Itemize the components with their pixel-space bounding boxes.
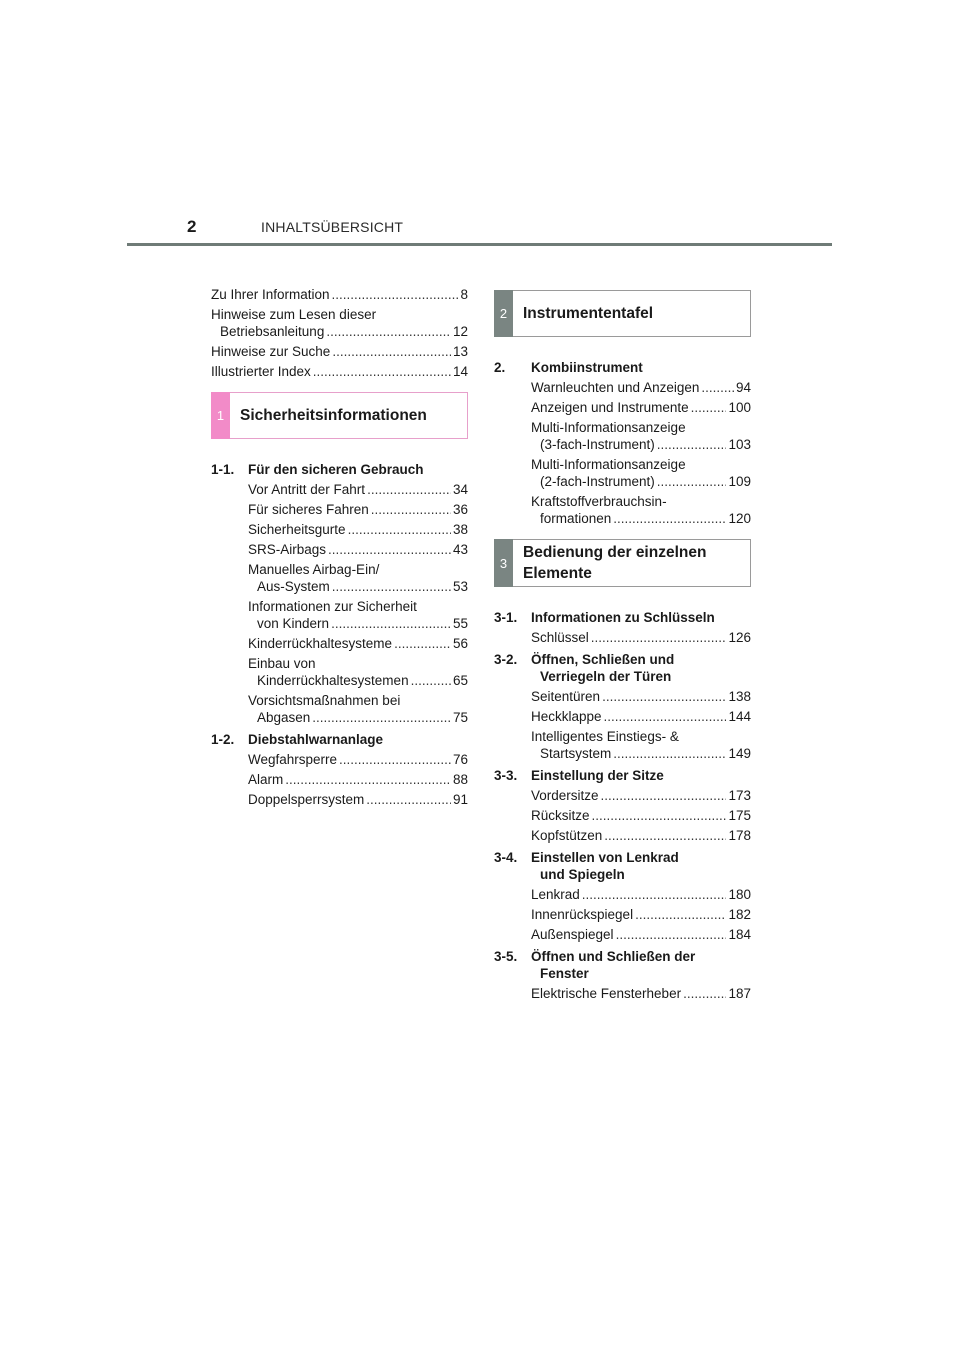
toc-column-right: [494, 286, 751, 1005]
toc-entry[interactable]: Wegfahrsperre ..... 76: [248, 751, 468, 768]
toc-entry[interactable]: Seitentüren ..... 138: [531, 688, 751, 705]
subsection-heading[interactable]: 3-1. Informationen zu Schlüsseln: [494, 610, 715, 625]
page-ref: 88: [452, 772, 468, 787]
page-ref: 38: [452, 522, 468, 537]
section-header-1[interactable]: [211, 392, 468, 439]
toc-entry[interactable]: Multi-Informationsanzeige (2-fach-Instrument) ..... 109: [531, 456, 751, 490]
page-ref: 12: [452, 324, 468, 339]
toc-entry[interactable]: Zu Ihrer Information ..... 8: [211, 286, 468, 303]
subsection-heading[interactable]: 2. Kombiinstrument: [494, 360, 643, 375]
subsection-heading[interactable]: 3-4. Einstellen von Lenkrad und Spiegeln: [494, 850, 679, 882]
page-ref: 182: [728, 907, 751, 922]
toc-entry[interactable]: Vorsichtsmaßnahmen bei Abgasen ..... 75: [248, 692, 468, 726]
page-ref: 109: [728, 474, 751, 489]
toc-entry[interactable]: Manuelles Airbag-Ein/ Aus-System ..... 53: [248, 561, 468, 595]
header-divider: [127, 243, 832, 246]
page-ref: 184: [728, 927, 751, 942]
page-ref: 34: [452, 482, 468, 497]
page-ref: 43: [452, 542, 468, 557]
section-header-2[interactable]: [494, 290, 751, 337]
toc-entry[interactable]: Doppelsperrsystem ..... 91: [248, 791, 468, 808]
toc-entry[interactable]: SRS-Airbags ..... 43: [248, 541, 468, 558]
toc-entry[interactable]: Einbau von Kinderrückhaltesystemen ..... 65: [248, 655, 468, 689]
subsection-heading[interactable]: 3-2. Öffnen, Schließen und Verriegeln der Türen: [494, 652, 675, 684]
page-ref: 100: [728, 400, 751, 415]
toc-entry[interactable]: Vor Antritt der Fahrt ..... 34: [248, 481, 468, 498]
subsection-heading[interactable]: 1-2. Diebstahlwarnanlage: [211, 732, 384, 747]
toc-entry[interactable]: Hinweise zur Suche ..... 13: [211, 343, 468, 360]
page-header: [127, 215, 832, 247]
toc-entry[interactable]: Intelligentes Einstiegs- & Startsystem ..... 149: [531, 728, 751, 762]
toc-entry[interactable]: Elektrische Fensterheber ..... 187: [531, 985, 751, 1002]
toc-entry[interactable]: Schlüssel ..... 126: [531, 629, 751, 646]
section-tab: 2: [494, 290, 513, 337]
section-header-3[interactable]: [494, 539, 751, 587]
page-ref: 120: [728, 511, 751, 526]
toc-entry[interactable]: Hinweise zum Lesen dieser Betriebsanleitung ..... 12: [211, 306, 468, 340]
section-tab: 1: [211, 392, 230, 439]
page-ref: 91: [452, 792, 468, 807]
toc-entry[interactable]: Für sicheres Fahren ..... 36: [248, 501, 468, 518]
page-ref: 14: [452, 364, 468, 379]
page-number: 2: [187, 217, 197, 236]
toc-entry[interactable]: Innenrückspiegel ..... 182: [531, 906, 751, 923]
page-ref: 178: [728, 828, 751, 843]
toc-entry[interactable]: Außenspiegel ..... 184: [531, 926, 751, 943]
toc-entry[interactable]: Kraftstoffverbrauchsin- formationen ..... 120: [531, 493, 751, 527]
toc-entry[interactable]: Rücksitze ..... 175: [531, 807, 751, 824]
toc-entry[interactable]: Informationen zur Sicherheit von Kindern ..... 55: [248, 598, 468, 632]
page-ref: 138: [728, 689, 751, 704]
section-title: Bedienung der einzelnen Elemente: [523, 544, 707, 582]
subsection-heading[interactable]: 3-3. Einstellung der Sitze: [494, 768, 664, 783]
toc-entry[interactable]: Kopfstützen ..... 178: [531, 827, 751, 844]
page-ref: 53: [452, 579, 468, 594]
page-ref: 36: [452, 502, 468, 517]
page-ref: 187: [728, 986, 751, 1001]
section-title: Sicherheitsinformationen: [240, 407, 427, 424]
section-tab: 3: [494, 539, 513, 587]
page-ref: 149: [728, 746, 751, 761]
page-ref: 8: [460, 287, 468, 302]
toc-entry[interactable]: Multi-Informationsanzeige (3-fach-Instrument) ..... 103: [531, 419, 751, 453]
page-ref: 180: [728, 887, 751, 902]
toc-entry[interactable]: Heckklappe ..... 144: [531, 708, 751, 725]
subsection-heading[interactable]: 3-5. Öffnen und Schließen der Fenster: [494, 949, 696, 981]
page-ref: 55: [452, 616, 468, 631]
header-title: INHALTSÜBERSICHT: [261, 219, 404, 235]
page-ref: 175: [728, 808, 751, 823]
page-ref: 103: [728, 437, 751, 452]
page-ref: 65: [452, 673, 468, 688]
page-ref: 56: [452, 636, 468, 651]
toc-entry[interactable]: Anzeigen und Instrumente ..... 100: [531, 399, 751, 416]
toc-entry[interactable]: Sicherheitsgurte ..... 38: [248, 521, 468, 538]
toc-entry[interactable]: Vordersitze ..... 173: [531, 787, 751, 804]
toc-entry[interactable]: Lenkrad ..... 180: [531, 886, 751, 903]
page-ref: 75: [452, 710, 468, 725]
toc-column-left: [211, 286, 468, 811]
page-ref: 94: [735, 380, 751, 395]
page-ref: 76: [452, 752, 468, 767]
toc-entry[interactable]: Warnleuchten und Anzeigen ..... 94: [531, 379, 751, 396]
toc-entry[interactable]: Illustrierter Index ..... 14: [211, 363, 468, 380]
section-title: Instrumententafel: [523, 305, 654, 322]
page-ref: 173: [728, 788, 751, 803]
page-ref: 144: [728, 709, 751, 724]
page-ref: 13: [452, 344, 468, 359]
toc-entry[interactable]: Alarm ..... 88: [248, 771, 468, 788]
page-ref: 126: [728, 630, 751, 645]
subsection-heading[interactable]: 1-1. Für den sicheren Gebrauch: [211, 462, 424, 477]
toc-entry[interactable]: Kinderrückhaltesysteme ..... 56: [248, 635, 468, 652]
